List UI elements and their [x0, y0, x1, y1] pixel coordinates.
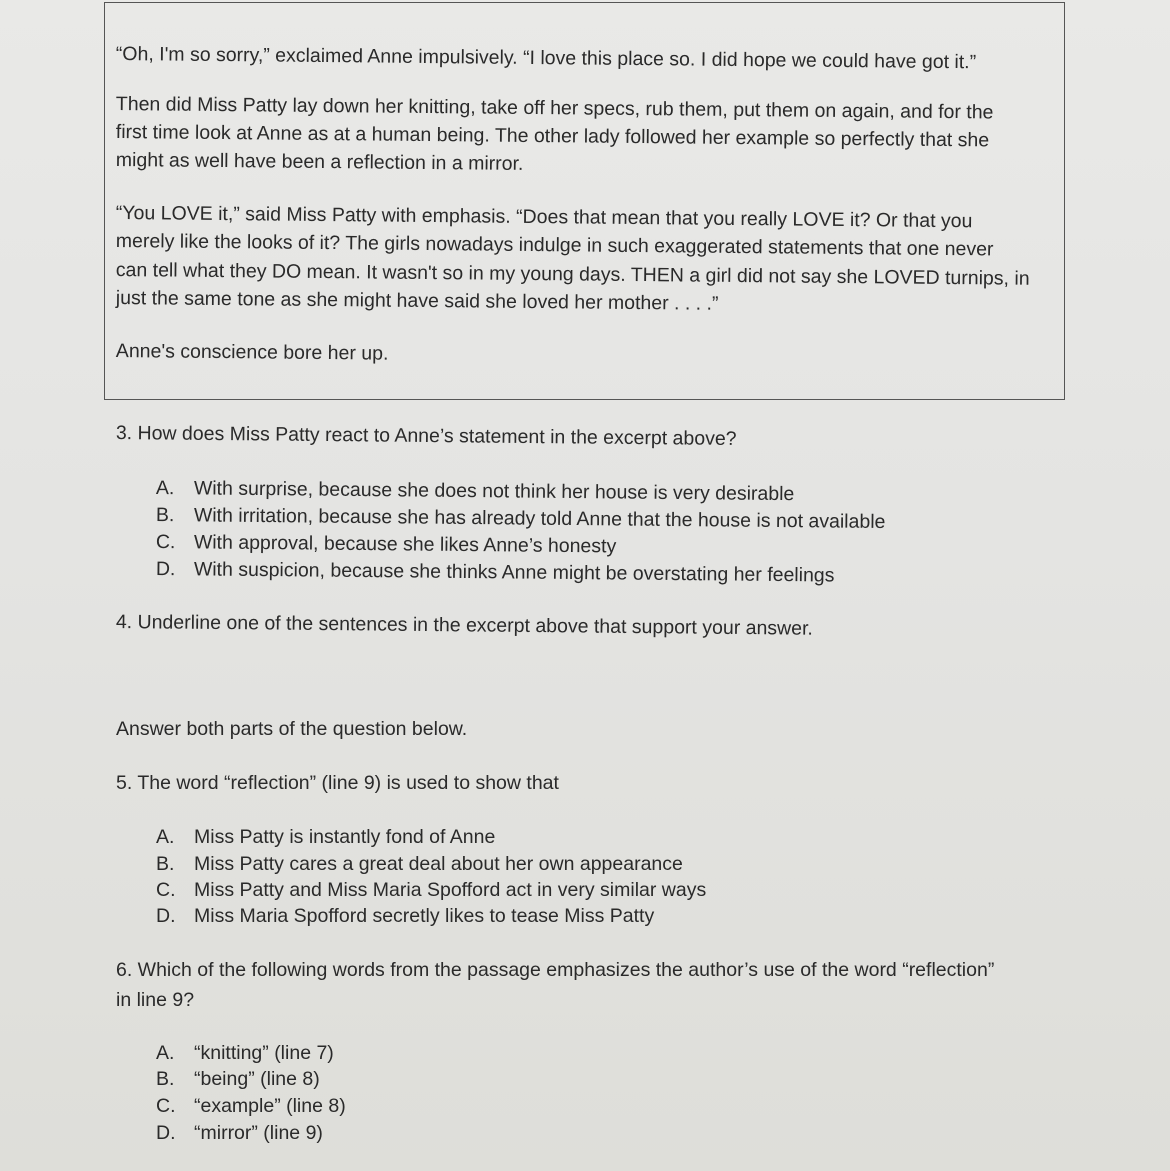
- option-letter: A.: [155, 476, 175, 500]
- excerpt-paragraph-2-line-3: might as well have been a reflection in a mirror.: [115, 148, 524, 175]
- option-text: Miss Patty and Miss Maria Spofford act in very similar ways: [194, 879, 707, 901]
- option-text: “example” (line 8): [194, 1095, 346, 1117]
- option-letter: A.: [156, 826, 175, 848]
- question-5-option-b: [156, 851, 683, 877]
- option-text: With approval, because she likes Anne’s honesty: [193, 531, 617, 558]
- option-letter: D.: [156, 1122, 176, 1144]
- option-letter: C.: [156, 1095, 176, 1117]
- excerpt-paragraph-3-line-4: just the same tone as she might have said she loved her mother . . . .”: [115, 286, 719, 315]
- question-3-option-d: [156, 556, 835, 589]
- option-letter: A.: [156, 1042, 175, 1064]
- excerpt-paragraph-4: Anne's conscience bore her up.: [115, 339, 389, 365]
- option-letter: D.: [156, 905, 176, 927]
- option-text: “knitting” (line 7): [194, 1042, 334, 1064]
- question-6-option-b: [156, 1066, 320, 1092]
- question-5-prompt: 5. The word “reflection” (line 9) is used to show that: [116, 772, 559, 794]
- option-letter: B.: [155, 503, 175, 527]
- option-text: Miss Maria Spofford secretly likes to tease Miss Patty: [194, 905, 655, 927]
- excerpt-paragraph-2-line-2: first time look at Anne as at a human being. The other lady followed her example so perfectly that she: [115, 120, 990, 152]
- option-letter: B.: [156, 1068, 175, 1090]
- question-6-prompt-line-1: 6. Which of the following words from the passage emphasizes the author’s use of the word “reflection”: [116, 959, 995, 981]
- excerpt-paragraph-3-line-1: “You LOVE it,” said Miss Patty with emphasis. “Does that mean that you really LOVE it? Or that you: [115, 201, 973, 233]
- question-4-prompt: 4. Underline one of the sentences in the excerpt above that support your answer.: [115, 610, 813, 640]
- excerpt-paragraph-2-line-1: Then did Miss Patty lay down her knitting, take off her specs, rub them, put them on again, and for the: [115, 92, 994, 124]
- instruction-text: Answer both parts of the question below.: [116, 718, 468, 740]
- option-letter: D.: [155, 557, 176, 581]
- question-5-option-d: [156, 903, 654, 929]
- question-5-option-a: [156, 824, 495, 850]
- excerpt-paragraph-3-line-3: can tell what they DO mean. It wasn't so in my young days. THEN a girl did not say she LOVED turnips, in: [115, 258, 1030, 290]
- question-3-option-c: [156, 529, 617, 559]
- question-3-prompt: 3. How does Miss Patty react to Anne’s statement in the excerpt above?: [115, 421, 737, 450]
- option-text: With surprise, because she does not think her house is very desirable: [193, 477, 795, 506]
- question-6-option-c: [156, 1093, 346, 1119]
- option-text: With suspicion, because she thinks Anne might be overstating her feelings: [193, 558, 835, 587]
- option-text: Miss Patty is instantly fond of Anne: [194, 826, 496, 848]
- option-letter: C.: [156, 879, 176, 901]
- question-6-prompt-line-2: in line 9?: [116, 989, 195, 1011]
- option-text: With irritation, because she has already told Anne that the house is not available: [193, 504, 886, 534]
- excerpt-paragraph-3-line-2: merely like the looks of it? The girls nowadays indulge in such exaggerated statements that one never: [115, 229, 994, 261]
- option-text: “mirror” (line 9): [194, 1122, 323, 1144]
- option-text: “being” (line 8): [194, 1068, 320, 1090]
- option-letter: C.: [155, 530, 176, 554]
- option-letter: B.: [156, 853, 175, 875]
- excerpt-paragraph-1: “Oh, I'm so sorry,” exclaimed Anne impulsively. “I love this place so. I did hope we could have got it.”: [115, 42, 977, 74]
- question-5-option-c: [156, 877, 706, 903]
- question-6-option-d: [156, 1120, 323, 1146]
- option-text: Miss Patty cares a great deal about her own appearance: [194, 853, 683, 875]
- question-6-option-a: [156, 1040, 334, 1066]
